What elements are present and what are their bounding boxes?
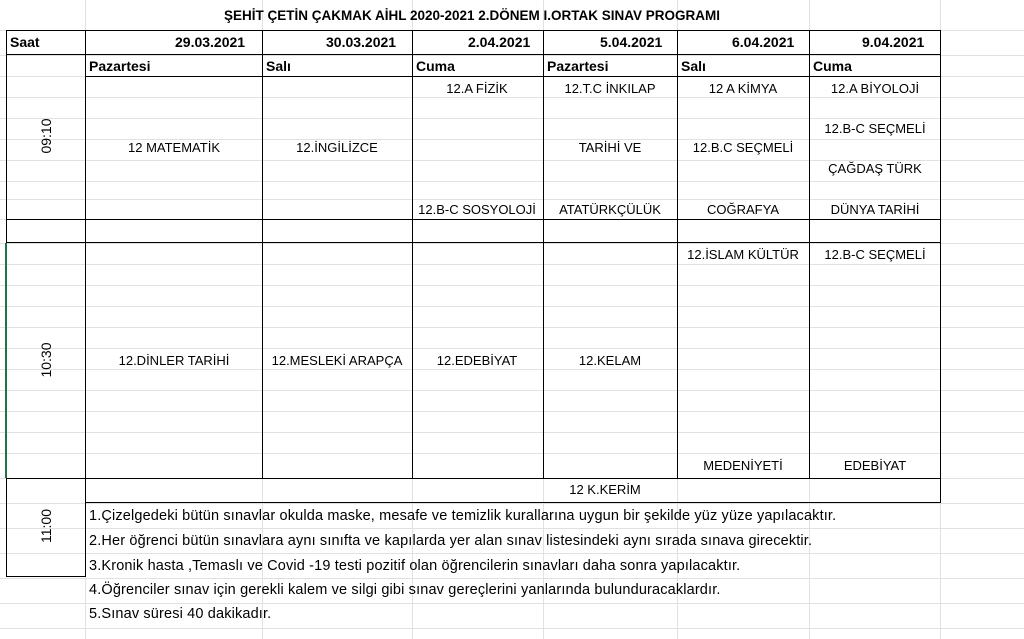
exam-sosyoloji: 12.B-C SOSYOLOJİ — [418, 202, 536, 217]
day-6: Cuma — [813, 58, 852, 74]
date-4: 5.04.2021 — [600, 34, 663, 50]
note-3: 3.Kronik hasta ,Temaslı ve Covid -19 testi pozitif olan öğrencilerin sınavları daha sonra yapılacaktır. — [89, 558, 741, 574]
exam-kuran-kerim: 12 K.KERİM — [569, 482, 641, 497]
exam-kimya: 12 A KİMYA — [708, 81, 778, 96]
exam-ingilizce: 12.İNGİLİZCE — [296, 140, 378, 155]
exam-biyoloji: 12.A BİYOLOJİ — [830, 81, 920, 96]
exam-cagdas-1: 12.B-C SEÇMELİ — [824, 121, 926, 136]
note-5: 5.Sınav süresi 40 dakikadır. — [89, 606, 272, 622]
date-5: 6.04.2021 — [732, 34, 795, 50]
page-title: ŞEHİT ÇETİN ÇAKMAK AİHL 2020-2021 2.DÖNEM I.ORTAK SINAV PROGRAMI — [223, 8, 721, 23]
note-1: 1.Çizelgedeki bütün sınavlar okulda maske, mesafe ve temizlik kurallarına uygun bir şekilde yüz yüze yapılacaktır. — [89, 508, 837, 524]
time-0910: 09:10 — [38, 118, 54, 154]
exam-inkilap-1: 12.T.C İNKILAP — [564, 81, 656, 96]
exam-secmeli-edebiyat-2: EDEBİYAT — [843, 458, 907, 473]
exam-inkilap-2: TARİHİ VE — [578, 140, 642, 155]
exam-cografya-2: COĞRAFYA — [707, 202, 779, 217]
note-2: 2.Her öğrenci bütün sınavlara aynı sınıfta ve kapılarda yer alan sınav listesindeki aynı sırada sınava girecektir. — [89, 533, 813, 549]
saat-header: Saat — [10, 34, 40, 50]
exam-mesleki-arapca: 12.MESLEKİ ARAPÇA — [271, 353, 403, 368]
date-2: 30.03.2021 — [326, 34, 397, 50]
exam-edebiyat: 12.EDEBİYAT — [436, 353, 518, 368]
day-3: Cuma — [416, 58, 455, 74]
note-4: 4.Öğrenciler sınav için gerekli kalem ve silgi gibi sınav gereçlerini yanlarında bulunduracaklardır. — [89, 582, 721, 598]
exam-cografya-1: 12.B.C SEÇMELİ — [692, 140, 794, 155]
day-2: Salı — [266, 58, 291, 74]
time-1100: 11:00 — [38, 509, 54, 543]
exam-fizik: 12.A FİZİK — [446, 81, 508, 96]
exam-islam-kultur-2: MEDENİYETİ — [703, 458, 783, 473]
date-6: 9.04.2021 — [862, 34, 925, 50]
exam-matematik: 12 MATEMATİK — [128, 140, 220, 155]
time-1030: 10:30 — [38, 342, 54, 378]
date-3: 2.04.2021 — [468, 34, 531, 50]
exam-cagdas-2: ÇAĞDAŞ TÜRK — [828, 161, 922, 176]
exam-cagdas-3: DÜNYA TARİHİ — [830, 202, 920, 217]
exam-kelam: 12.KELAM — [578, 353, 642, 368]
day-5: Salı — [681, 58, 706, 74]
date-1: 29.03.2021 — [175, 34, 246, 50]
day-4: Pazartesi — [547, 58, 609, 74]
day-1: Pazartesi — [89, 58, 151, 74]
exam-inkilap-3: ATATÜRKÇÜLÜK — [559, 202, 661, 217]
exam-dinler-tarihi: 12.DİNLER TARİHİ — [118, 353, 230, 368]
exam-islam-kultur-1: 12.İSLAM KÜLTÜR — [687, 247, 799, 262]
exam-secmeli-edebiyat-1: 12.B-C SEÇMELİ — [824, 247, 926, 262]
